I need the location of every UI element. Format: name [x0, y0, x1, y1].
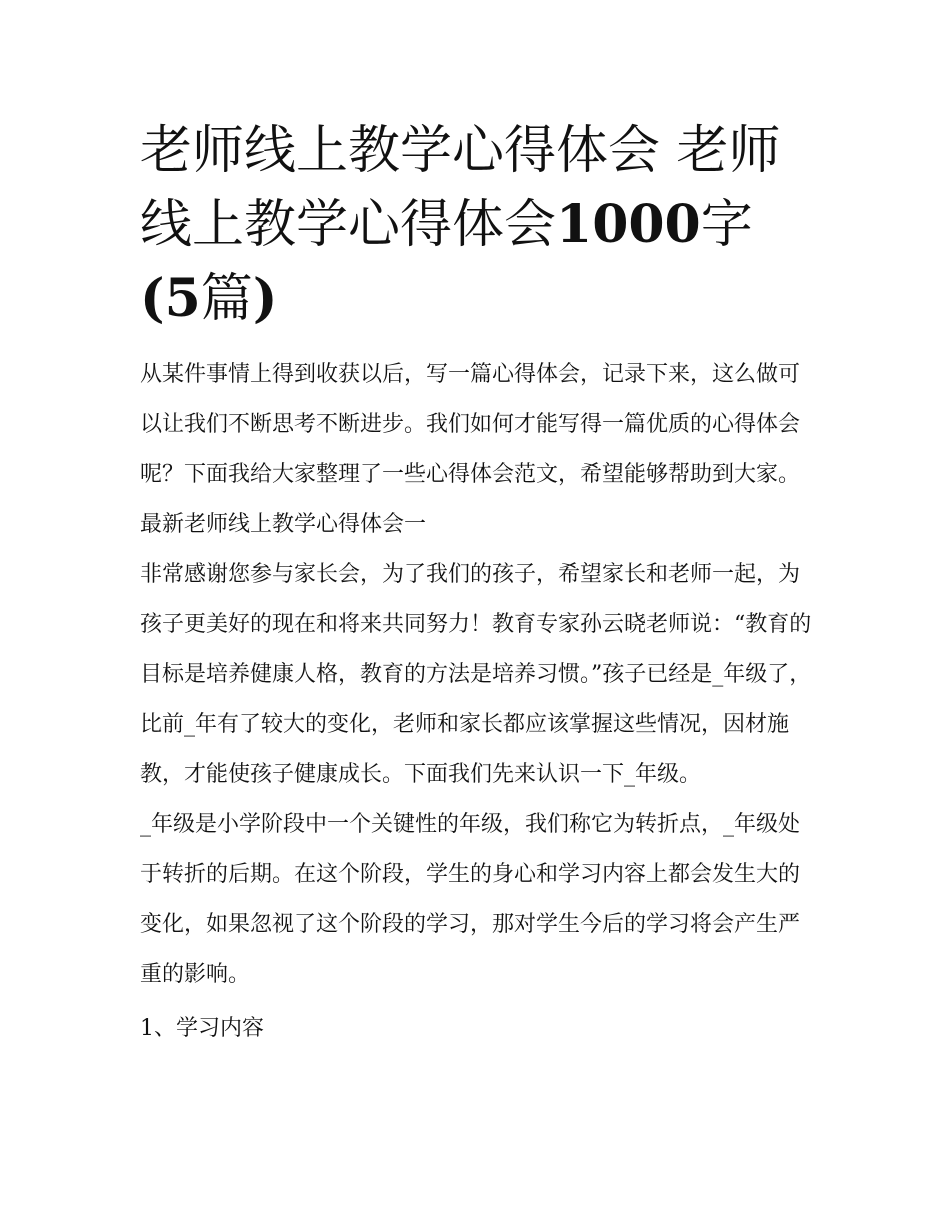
title-text: 老师线上教学心得体会 老师线上教学心得体会 — [140, 121, 781, 255]
title-count-unit: 篇 — [200, 269, 253, 329]
intro-paragraph: 从某件事情上得到收获以后，写一篇心得体会，记录下来，这么做可以让我们不断思考不断进步。我们如何才能写得一篇优质的心得体会呢？下面我给大家整理了一些心得体会范文，希望能够帮助到大家。 — [140, 362, 801, 487]
title-count-close: ) — [252, 268, 278, 329]
document-body — [140, 350, 812, 1054]
title-unit: 字 — [700, 195, 753, 255]
section-heading: 最新老师线上教学心得体会一 — [140, 512, 427, 537]
title-count-open: (5 — [140, 268, 201, 329]
body-paragraph-1: 非常感谢您参与家长会，为了我们的孩子，希望家长和老师一起，为孩子更美好的现在和将来共同努力！教育专家孙云晓老师说：“教育的目标是培养健康人格，教育的方法是培养习惯。”孩子已经是_年级了，比前_年有了较大的变化，老师和家长都应该掌握这些情况，因材施教，才能使孩子健康成长。下面我们先来认识一下_年级。 — [140, 562, 812, 787]
document-title — [140, 114, 812, 336]
document-page — [140, 114, 812, 1054]
title-number: 1000 — [556, 194, 701, 255]
list-item-heading: 1、学习内容 — [140, 1016, 264, 1041]
body-paragraph-2: _年级是小学阶段中一个关键性的年级，我们称它为转折点，_年级处于转折的后期。在这个阶段，学生的身心和学习内容上都会发生大的变化，如果忽视了这个阶段的学习，那对学生今后的学习将会产生严重的影响。 — [140, 812, 801, 987]
